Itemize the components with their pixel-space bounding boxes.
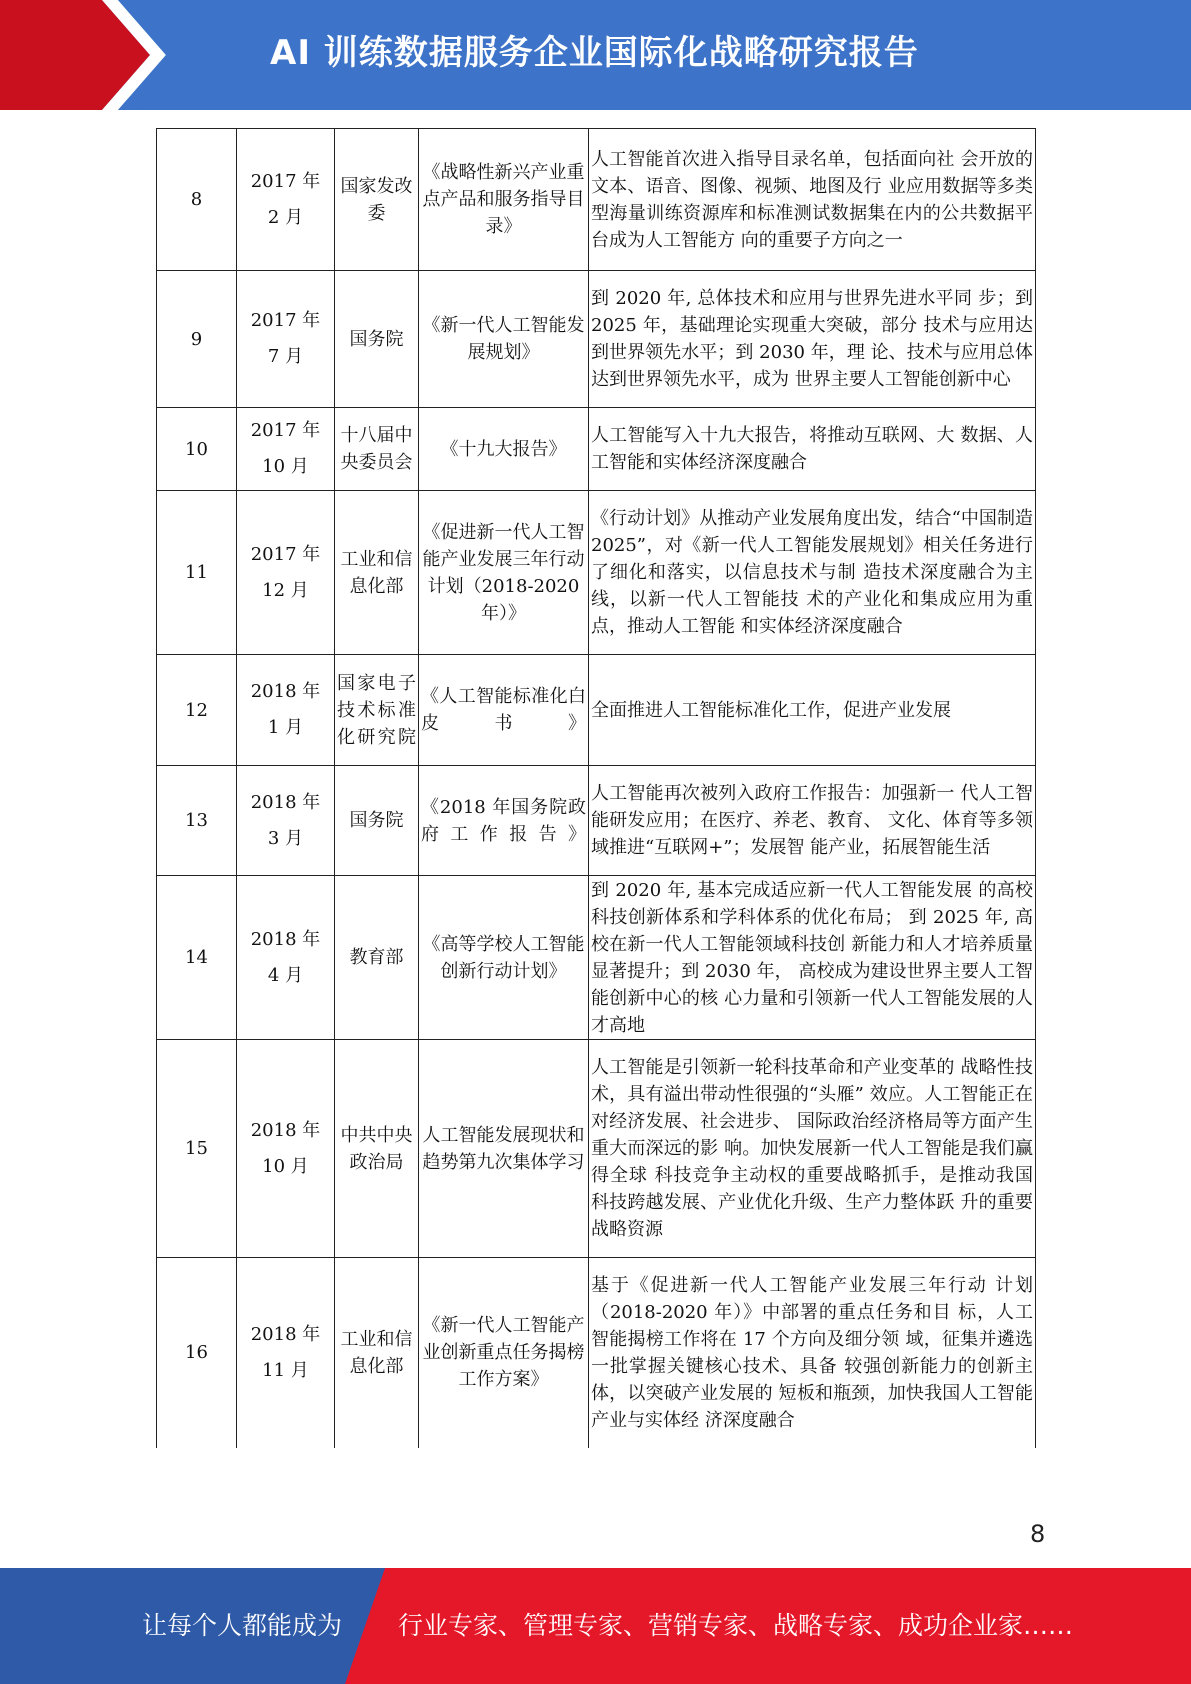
- row-index: 14: [157, 876, 237, 1040]
- row-document: 《促进新一代人工智能产业发展三年行动计划（2018-2020 年）》: [419, 491, 589, 655]
- row-department: 国家发改委: [335, 129, 419, 271]
- row-index: 13: [157, 766, 237, 876]
- row-date: [237, 129, 335, 271]
- row-index: 11: [157, 491, 237, 655]
- row-department: 十八届中央委员会: [335, 408, 419, 491]
- date-month: 3 月: [267, 827, 304, 849]
- row-description: 人工智能写入十九大报告，将推动互联网、大 数据、人工智能和实体经济深度融合: [589, 408, 1036, 491]
- table-row: [157, 129, 1036, 271]
- row-department: 工业和信息化部: [335, 491, 419, 655]
- page-header: [0, 0, 1191, 110]
- table-row: [157, 491, 1036, 655]
- row-department: 教育部: [335, 876, 419, 1040]
- row-date: [237, 271, 335, 408]
- row-index: 10: [157, 408, 237, 491]
- table-row: [157, 271, 1036, 408]
- table-row: [157, 1258, 1036, 1448]
- row-index: 15: [157, 1040, 237, 1258]
- row-date: [237, 491, 335, 655]
- date-month: 10 月: [262, 1155, 309, 1177]
- table-row: [157, 655, 1036, 766]
- row-department: 工业和信息化部: [335, 1258, 419, 1448]
- date-year: 2018 年: [250, 1119, 321, 1141]
- date-year: 2018 年: [250, 928, 321, 950]
- row-department: 国家电子技术标准化研究院: [335, 655, 419, 766]
- date-year: 2017 年: [250, 543, 321, 565]
- date-month: 12 月: [262, 579, 309, 601]
- row-department: 国务院: [335, 271, 419, 408]
- report-title: AI 训练数据服务企业国际化战略研究报告: [270, 33, 919, 73]
- row-department: 中共中央政治局: [335, 1040, 419, 1258]
- row-description: 人工智能首次进入指导目录名单，包括面向社 会开放的文本、语音、图像、视频、地图及行 业应用数据等多类型海量训练资源库和标准测试数据集在内的公共数据平台成为人工智能方 向的重要子方向之一: [589, 129, 1036, 271]
- table-row: [157, 876, 1036, 1040]
- row-document: 《高等学校人工智能创新行动计划》: [419, 876, 589, 1040]
- date-year: 2018 年: [250, 681, 321, 702]
- date-year: 2018 年: [250, 791, 321, 813]
- row-date: [237, 1040, 335, 1258]
- policy-timeline-table: [156, 128, 1036, 1448]
- row-document: 人工智能发展现状和趋势第九次集体学习: [419, 1040, 589, 1258]
- page-footer: [0, 1568, 1191, 1684]
- row-description: 基于《促进新一代人工智能产业发展三年行动 计划（2018-2020 年）》中部署的重点任务和目 标，人工智能揭榜工作将在 17 个方向及细分领 域，征集并遴选一批掌握关键核心技术、具备 较强创新能力的创新主体，以突破产业发展的 短板和瓶颈，加快我国人工智能产业与实体经 济深度融合: [589, 1258, 1036, 1448]
- table-row: [157, 408, 1036, 491]
- row-description: 人工智能再次被列入政府工作报告：加强新一 代人工智能研发应用；在医疗、养老、教育、 文化、体育等多领域推进“互联网+”；发展智 能产业，拓展智能生活: [589, 766, 1036, 876]
- row-document: 《新一代人工智能发展规划》: [419, 271, 589, 408]
- row-document: 《战略性新兴产业重点产品和服务指导目录》: [419, 129, 589, 271]
- date-month: 2 月: [267, 206, 304, 228]
- row-index: 9: [157, 271, 237, 408]
- table-row: [157, 1040, 1036, 1258]
- row-date: [237, 1258, 335, 1448]
- row-document: 《2018 年国务院政府工作报告》: [419, 766, 589, 876]
- table-row: [157, 766, 1036, 876]
- row-index: 12: [157, 655, 237, 766]
- date-month: 4 月: [267, 964, 304, 986]
- row-date: [237, 408, 335, 491]
- row-description: 《行动计划》从推动产业发展角度出发，结合“中国制造 2025”，对《新一代人工智能发展规划》相关任务进行了细化和落实，以信息技术与制 造技术深度融合为主线，以新一代人工智能技 术的产业化和集成应用为重点，推动人工智能 和实体经济深度融合: [589, 491, 1036, 655]
- footer-slogan-left: 让每个人都能成为: [142, 1611, 343, 1640]
- row-date: [237, 876, 335, 1040]
- row-description: 人工智能是引领新一轮科技革命和产业变革的 战略性技术，具有溢出带动性很强的“头雁” 效应。人工智能正在对经济发展、社会进步、 国际政治经济格局等方面产生重大而深远的影 响。加快发展新一代人工智能是我们赢得全球 科技竞争主动权的重要战略抓手，是推动我国 科技跨越发展、产业优化升级、生产力整体跃 升的重要战略资源: [589, 1040, 1036, 1258]
- row-index: 8: [157, 129, 237, 271]
- row-description: 到 2020 年, 总体技术和应用与世界先进水平同 步；到 2025 年，基础理论实现重大突破，部分 技术与应用达到世界领先水平；到 2030 年，理 论、技术与应用总体达到世界领先水平，成为 世界主要人工智能创新中心: [589, 271, 1036, 408]
- date-month: 10 月: [262, 456, 309, 477]
- date-year: 2017 年: [250, 310, 321, 331]
- date-month: 11 月: [262, 1359, 309, 1381]
- row-date: [237, 766, 335, 876]
- row-index: 16: [157, 1258, 237, 1448]
- row-document: 《新一代人工智能产业创新重点任务揭榜工作方案》: [419, 1258, 589, 1448]
- row-date: [237, 655, 335, 766]
- date-year: 2017 年: [250, 420, 321, 441]
- row-document: 《十九大报告》: [419, 408, 589, 491]
- row-document: 《人工智能标准化白皮书》: [419, 655, 589, 766]
- footer-slogan-right: 行业专家、管理专家、营销专家、战略专家、成功企业家……: [398, 1611, 1074, 1640]
- date-month: 1 月: [267, 717, 304, 738]
- page-number: 8: [1030, 1520, 1046, 1548]
- row-description: 到 2020 年, 基本完成适应新一代人工智能发展 的高校科技创新体系和学科体系的优化布局； 到 2025 年, 高校在新一代人工智能领域科技创 新能力和人才培养质量显著提升；到 2030 年， 高校成为建设世界主要人工智能创新中心的核 心力量和引领新一代人工智能发展的人才高地: [589, 876, 1036, 1040]
- date-year: 2018 年: [250, 1323, 321, 1345]
- row-description: 全面推进人工智能标准化工作，促进产业发展: [589, 655, 1036, 766]
- row-department: 国务院: [335, 766, 419, 876]
- date-year: 2017 年: [250, 170, 321, 192]
- date-month: 7 月: [267, 346, 304, 367]
